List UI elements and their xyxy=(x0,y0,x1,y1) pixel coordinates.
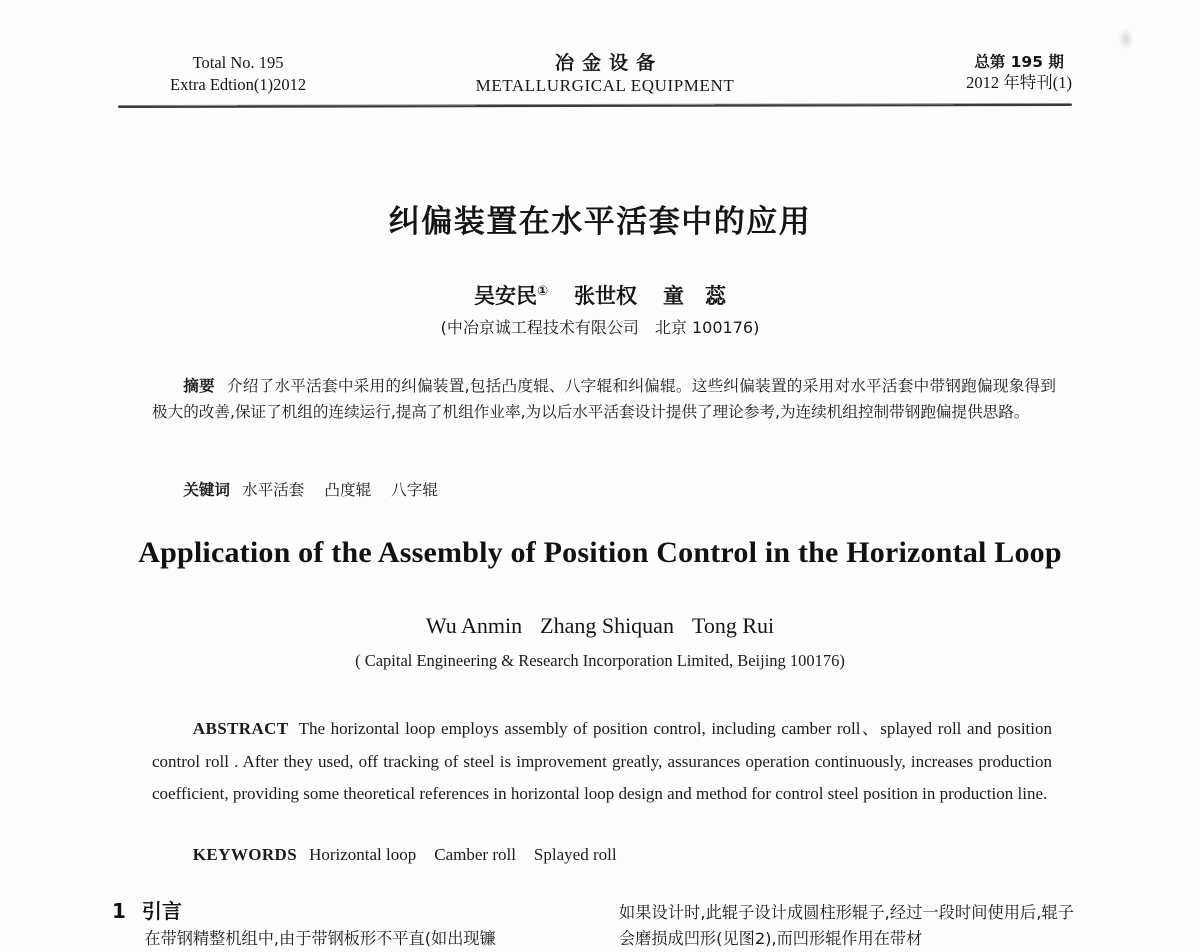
author-chinese-2: 张世权 xyxy=(574,284,637,308)
author-chinese-3: 童 蕊 xyxy=(663,284,726,308)
journal-name-english: METALLURGICAL EQUIPMENT xyxy=(475,75,735,95)
author-english-2: Zhang Shiquan xyxy=(540,613,674,638)
section-title: 引言 xyxy=(141,899,182,923)
abstract-chinese xyxy=(152,374,1056,425)
running-header xyxy=(130,52,1080,104)
author-list-english xyxy=(0,613,1200,639)
body-column-left xyxy=(112,898,567,952)
body-paragraph-right: 如果设计时,此辊子设计成圆柱形辊子,经过一段时间使用后,辊子会磨损成凹形(见图2),而凹形辊作用在带材 xyxy=(619,903,1074,948)
page-title-chinese: 纠偏装置在水平活套中的应用 xyxy=(388,204,812,240)
body-paragraph-left: 在带钢精整机组中,由于带钢板形不平直(如出现镰 xyxy=(144,929,496,948)
author-footnote-marker: ① xyxy=(536,284,548,299)
keywords-label-chinese: 关键词 xyxy=(183,481,230,499)
abstract-label-english: ABSTRACT xyxy=(192,719,289,738)
abstract-english xyxy=(152,713,1052,811)
author-chinese-1: 吴安民 xyxy=(473,284,537,308)
keyword-chinese-2: 凸度辊 xyxy=(324,481,372,499)
keywords-label-english: KEYWORDS xyxy=(192,845,298,864)
keyword-english-2: Camber roll xyxy=(434,845,516,864)
author-english-1: Wu Anmin xyxy=(425,613,523,638)
header-issue-year: 2012 年特刊(1) xyxy=(966,73,1072,93)
affiliation-chinese: (中冶京诚工程技术有限公司 北京 100176) xyxy=(440,318,760,337)
header-extra-edition: Extra Edtion(1)2012 xyxy=(170,74,307,94)
keyword-english-1: Horizontal loop xyxy=(309,845,417,864)
journal-name-chinese: 冶金设备 xyxy=(554,52,663,74)
abstract-body-chinese: 介绍了水平活套中采用的纠偏装置,包括凸度辊、八字辊和纠偏辊。这些纠偏装置的采用对水平活套中带钢跑偏现象得到极大的改善,保证了机组的连续运行,提高了机组作业率,为以后水平活套设计提供了理论参考,为连续机组控制带钢跑偏提供思路。 xyxy=(152,377,1056,421)
abstract-body-english: The horizontal loop employs assembly of position control, including camber roll、splayed roll and position control roll . After they used, off tracking of steel is improvement greatly, assurances operation continuously, increases production coefficient, providing some theoretical references in horizontal loop design and method for control steel position in production line. xyxy=(152,719,1052,803)
abstract-label-chinese: 摘要 xyxy=(183,377,215,395)
header-issue-number: 总第 195 期 xyxy=(974,53,1064,71)
keyword-chinese-3: 八字辊 xyxy=(391,481,438,499)
body-column-right xyxy=(619,898,1074,952)
author-english-3: Tong Rui xyxy=(691,613,775,638)
scan-artifact xyxy=(1118,28,1134,50)
author-list-chinese xyxy=(0,280,1200,310)
header-divider-rule xyxy=(118,103,1072,108)
section-heading-1 xyxy=(112,898,567,924)
header-issue-chinese xyxy=(966,52,1072,94)
keywords-english xyxy=(152,842,1052,868)
affiliation-english: ( Capital Engineering & Research Incorporation Limited, Beijing 100176) xyxy=(355,651,845,670)
journal-name xyxy=(130,52,1080,96)
header-total-no: Total No. 195 xyxy=(192,53,284,72)
section-number: 1 xyxy=(112,899,126,923)
page-title-english: Application of the Assembly of Position Control in the Horizontal Loop xyxy=(138,536,1062,569)
body-columns xyxy=(112,898,1074,952)
keywords-chinese xyxy=(152,478,1056,502)
keyword-chinese-1: 水平活套 xyxy=(241,481,305,499)
keyword-english-3: Splayed roll xyxy=(533,845,617,864)
